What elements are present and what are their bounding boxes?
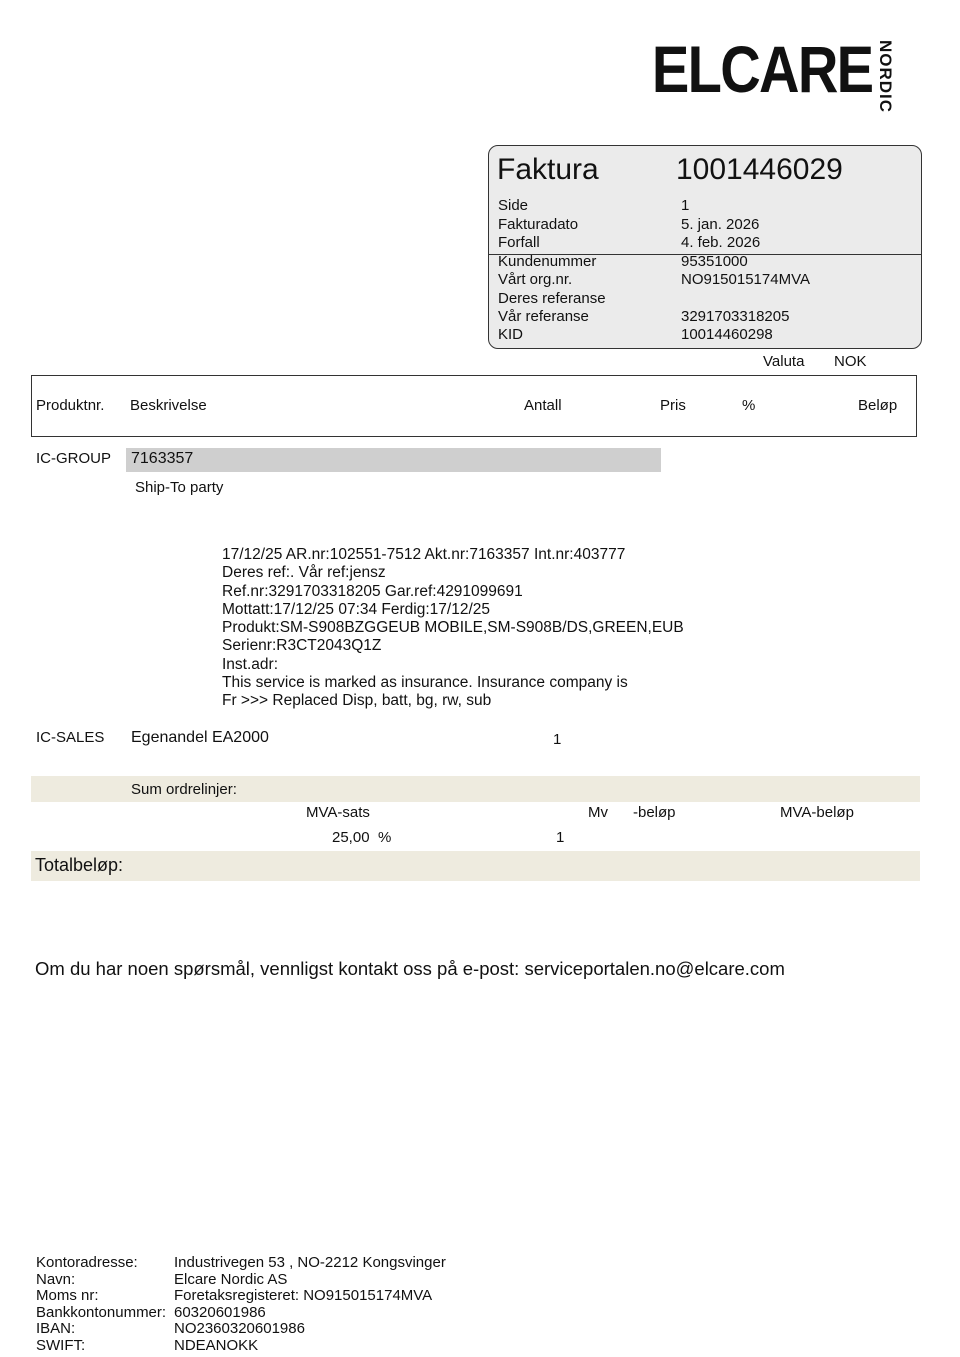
- ship-to-label: Ship-To party: [135, 479, 224, 496]
- contact-message: Om du har noen spørsmål, vennligst kontakt oss på e-post: serviceportalen.no@elcare.com: [35, 958, 785, 979]
- note-line: Fr >>> Replaced Disp, batt, bg, rw, sub: [222, 692, 492, 710]
- field-value-our-reference: 3291703318205: [681, 308, 790, 325]
- field-label-our-reference: Vår referanse: [498, 308, 589, 325]
- note-line: 17/12/25 AR.nr:102551-7512 Akt.nr:7163357 Int.nr:403777: [222, 546, 626, 563]
- footer-bank-account: 60320601986: [174, 1303, 266, 1321]
- group-product-code: IC-GROUP: [36, 450, 111, 467]
- vat-base-header: Mv -beløp: [588, 804, 676, 821]
- field-label-org-number: Vårt org.nr.: [498, 271, 573, 288]
- company-logo: [613, 32, 895, 114]
- footer-label: Bankkontonummer:: [36, 1303, 167, 1321]
- footer-label: Moms nr:: [36, 1287, 99, 1304]
- field-label-their-reference: Deres referanse: [498, 290, 606, 307]
- header-percent: %: [742, 397, 756, 414]
- field-label-side: Side: [498, 197, 529, 214]
- invoice-number: 1001446029: [676, 153, 843, 186]
- vat-rate-header: MVA-sats: [306, 804, 370, 821]
- vat-amount-header: MVA-beløp: [780, 804, 854, 821]
- note-line: Produkt:SM-S908BZGGEUB MOBILE,SM-S908B/DS,GREEN,EUB: [222, 619, 684, 637]
- field-label-due-date: Forfall: [498, 234, 540, 251]
- footer-label: IBAN:: [36, 1320, 76, 1337]
- sales-product-code: IC-SALES: [36, 729, 105, 746]
- sales-description: Egenandel EA2000: [131, 729, 269, 746]
- footer-address: Industrivegen 53 , NO-2212 Kongsvinger: [174, 1254, 446, 1271]
- header-quantity: Antall: [524, 397, 562, 414]
- field-value-due-date: 4. feb. 2026: [681, 234, 761, 251]
- service-notes: [222, 546, 684, 711]
- group-value: 7163357: [131, 450, 194, 467]
- field-value-org-number: NO915015174MVA: [681, 271, 810, 288]
- footer-values: [174, 1255, 446, 1354]
- field-label-customer-number: Kundenummer: [498, 253, 597, 270]
- currency-label: Valuta: [763, 353, 805, 370]
- invoice-title: Faktura: [497, 153, 599, 186]
- header-amount: Beløp: [858, 397, 898, 414]
- footer-swift: NDEANOKK: [174, 1336, 259, 1354]
- footer-company-name: Elcare Nordic AS: [174, 1270, 288, 1288]
- currency-value: NOK: [834, 353, 867, 370]
- field-label-invoice-date: Fakturadato: [498, 216, 579, 233]
- sales-quantity: 1: [553, 731, 562, 748]
- logo-main-text: ELCARE: [651, 32, 872, 106]
- note-line: Deres ref:. Vår ref:jensz: [222, 564, 386, 582]
- header-description: Beskrivelse: [130, 397, 207, 414]
- footer-vat-number: Foretaksregisteret: NO915015174MVA: [174, 1287, 433, 1304]
- note-line: Inst.adr:: [222, 655, 278, 673]
- footer-iban: NO2360320601986: [174, 1320, 305, 1337]
- note-line: This service is marked as insurance. Insurance company is: [222, 674, 628, 692]
- note-line: Ref.nr:3291703318205 Gar.ref:4291099691: [222, 582, 523, 600]
- logo-sub-text: NORDIC: [876, 40, 895, 114]
- footer-label: Navn:: [36, 1270, 76, 1288]
- header-product-number: Produktnr.: [36, 397, 105, 414]
- footer-labels: [36, 1255, 166, 1354]
- total-label: Totalbeløp:: [35, 855, 124, 875]
- note-line: Serienr:R3CT2043Q1Z: [222, 637, 382, 655]
- footer-label: Kontoradresse:: [36, 1254, 138, 1271]
- field-value-side: 1: [681, 197, 690, 214]
- header-price: Pris: [660, 397, 686, 414]
- footer-label: SWIFT:: [36, 1336, 86, 1354]
- field-value-invoice-date: 5. jan. 2026: [681, 216, 760, 233]
- note-line: Mottatt:17/12/25 07:34 Ferdig:17/12/25: [222, 600, 490, 618]
- total-band: [31, 851, 920, 881]
- field-value-kid: 10014460298: [681, 326, 773, 343]
- vat-rate-unit: %: [378, 829, 392, 846]
- vat-rate-value: 25,00: [332, 829, 370, 846]
- vat-base-value: 1: [556, 829, 565, 846]
- sum-label: Sum ordrelinjer:: [131, 781, 237, 798]
- field-label-kid: KID: [498, 326, 524, 343]
- field-value-customer-number: 95351000: [681, 253, 748, 270]
- group-highlight-bar: [126, 448, 661, 472]
